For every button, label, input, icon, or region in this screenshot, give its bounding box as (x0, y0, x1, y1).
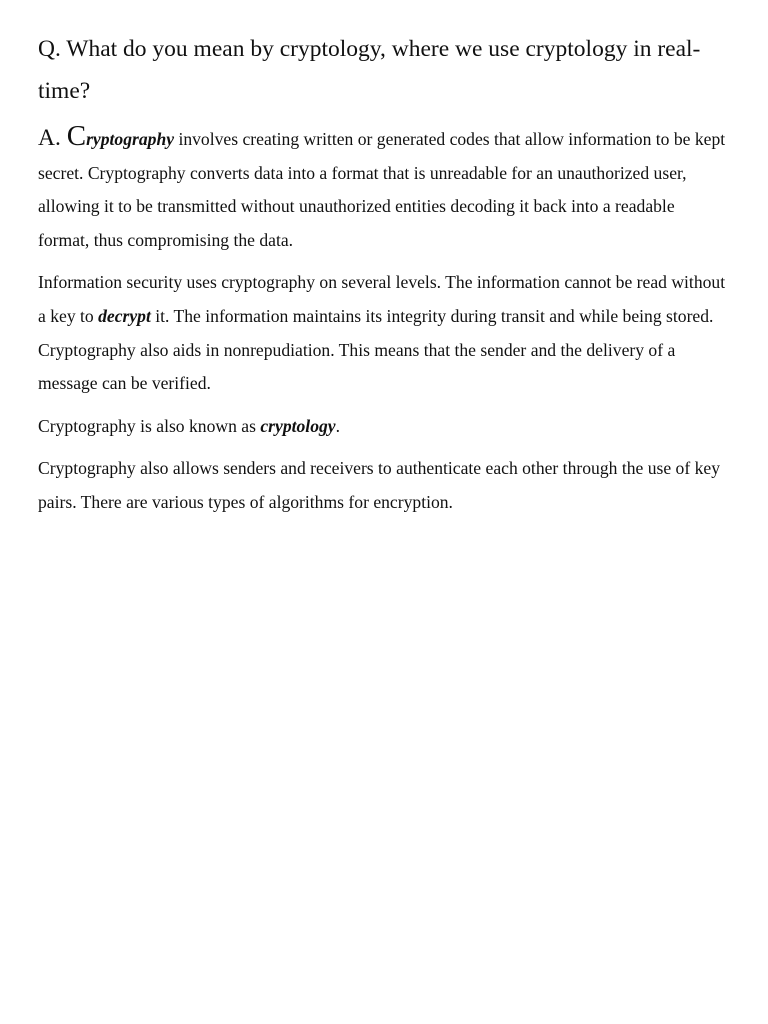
answer-term: ryptography (86, 129, 175, 149)
question-text: Q. What do you mean by cryptology, where we use cryptology in real-time? (38, 36, 701, 104)
para3-after: . (335, 415, 341, 436)
answer-intro-text: involves creating written or generated codes that allow information to be kept secret. Cryptography converts data into a format that is unreadable for an unauthorized user, allowing it to be transmitted without unauthorized entities decoding it back into a readable format, thus compromising the data. (38, 129, 726, 250)
document-page (38, 28, 728, 529)
para2-after: it. The information maintains its integrity during transit and while being stored. Cryptography also aids in nonrepudiation. This means that the sender and the delivery of a message can be verified. (38, 305, 714, 394)
answer-prefix: A. (38, 125, 67, 151)
also-known-paragraph (38, 410, 728, 444)
answer-paragraph (38, 122, 728, 257)
para4-text: Cryptography also allows senders and receivers to authenticate each other through the use of key pairs. There are various types of algorithms for encryption. (38, 458, 721, 512)
decrypt-term: decrypt (98, 305, 151, 326)
information-security-paragraph (38, 266, 728, 400)
para3-before: Cryptography is also known as (38, 415, 261, 436)
answer-dropcap: C (66, 120, 87, 152)
cryptology-term: cryptology (260, 415, 336, 436)
question-heading (38, 28, 728, 112)
para2-before: Information security uses cryptography on several levels. The information cannot be read without a key to (38, 272, 726, 326)
key-pairs-paragraph (38, 452, 728, 519)
